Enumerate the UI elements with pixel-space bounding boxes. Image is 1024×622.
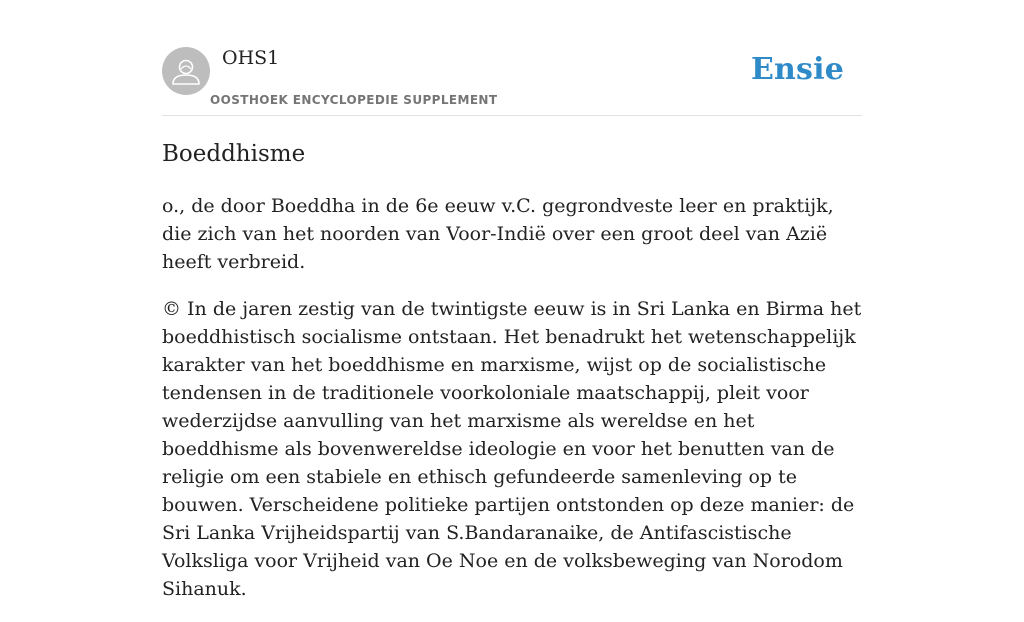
person-outline-icon xyxy=(162,47,210,95)
article-title: Boeddhisme xyxy=(162,141,306,167)
article-body xyxy=(162,192,862,622)
brand-logo[interactable]: Ensie xyxy=(750,52,844,87)
source-code[interactable]: OHS1 xyxy=(222,47,280,69)
source-header xyxy=(162,46,862,116)
user-avatar-icon[interactable] xyxy=(162,47,210,95)
article-paragraph-2: © In de jaren zestig van de twintigste eeuw is in Sri Lanka en Birma het boeddhistisch socialisme ontstaan. Het benadrukt het wetenschappelijk karakter van het boeddhisme en marxisme, wijst op de socialistische tendensen in de traditionele voorkoloniale maatschappij, pleit voor wederzijdse aanvulling van het marxisme als wereldse en het boeddhisme als bovenwereldse ideologie en voor het benutten van de religie om een stabiele en ethisch gefundeerde samenleving op te bouwen. Verscheidene politieke partijen ontstonden op deze manier: de Sri Lanka Vrijheidspartij van S.Bandaranaike, de Antifascistische Volksliga voor Vrijheid van Oe Noe en de volksbeweging van Norodom Sihanuk. xyxy=(162,298,862,600)
article-paragraph-1: o., de door Boeddha in de 6e eeuw v.C. gegrondveste leer en praktijk, die zich van het noorden van Voor-Indië over een groot deel van Azië heeft verbreid. xyxy=(162,195,834,273)
source-name[interactable]: OOSTHOEK ENCYCLOPEDIE SUPPLEMENT xyxy=(210,93,498,107)
